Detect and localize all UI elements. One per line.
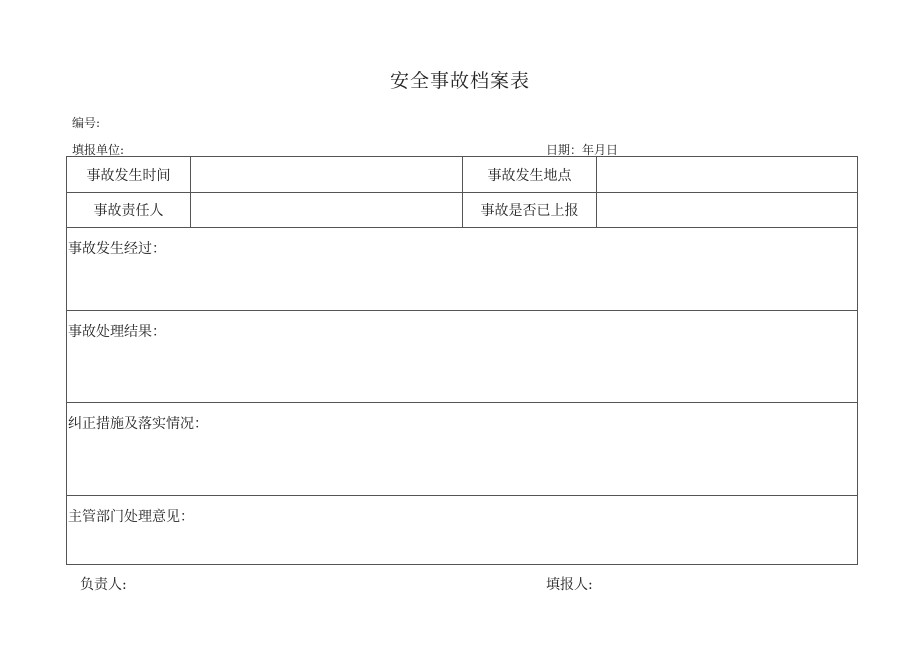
accident-time-field[interactable] (191, 157, 463, 192)
section-handling-result[interactable] (67, 311, 857, 403)
number-label: 编号: (72, 116, 101, 130)
reported-field[interactable] (597, 193, 859, 227)
responsible-signature-label: 负责人: (80, 577, 127, 593)
section-corrective-measures[interactable] (67, 403, 857, 496)
form-row-time-location (67, 157, 857, 193)
accident-location-field[interactable] (597, 157, 859, 192)
accident-record-form (66, 156, 858, 565)
document-title: 安全事故档案表 (389, 70, 530, 92)
handling-result-label: 事故处理结果： (68, 324, 166, 340)
section-department-opinion[interactable] (67, 496, 857, 564)
unit-label: 填报单位: (72, 143, 125, 157)
reporter-signature-label: 填报人: (546, 577, 593, 593)
accident-time-label: 事故发生时间 (67, 157, 191, 192)
accident-process-label: 事故发生经过： (68, 241, 166, 257)
form-row-responsible-reported (67, 193, 857, 228)
accident-location-label: 事故发生地点 (463, 157, 597, 192)
corrective-measures-label: 纠正措施及落实情况： (68, 416, 208, 432)
date-label: 日期：年月日 (546, 143, 619, 157)
responsible-person-label: 事故责任人 (67, 193, 191, 227)
section-accident-process[interactable] (67, 228, 857, 311)
department-opinion-label: 主管部门处理意见： (68, 509, 194, 525)
responsible-person-field[interactable] (191, 193, 463, 227)
reported-label: 事故是否已上报 (463, 193, 597, 227)
